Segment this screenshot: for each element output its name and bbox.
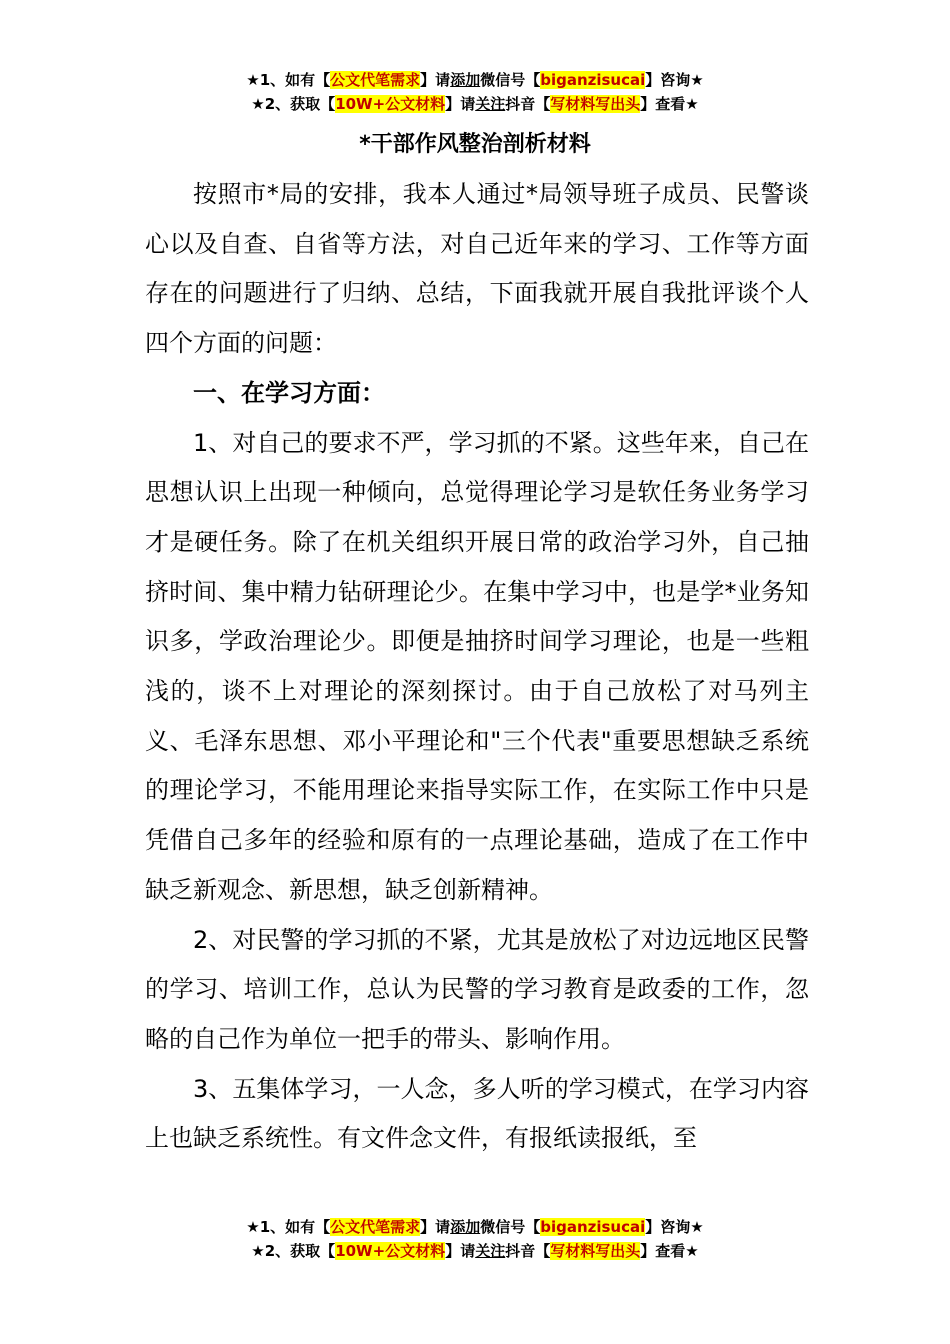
banner-text: ★2、获取【 <box>251 95 336 113</box>
paragraph-3: 3、五集体学习，一人念，多人听的学习模式，在学习内容上也缺乏系统性。有文件念文件，有报纸读报纸，至 <box>145 1074 809 1153</box>
section-heading: 一、在学习方面： <box>193 378 385 407</box>
banner-text: 】查看★ <box>640 95 699 113</box>
banner-text: 】咨询★ <box>645 71 704 89</box>
banner-highlight: biganzisucai <box>540 1218 646 1236</box>
banner-text: ★2、获取【 <box>251 1242 336 1260</box>
intro-paragraph: 按照市*局的安排，我本人通过*局领导班子成员、民警谈心以及自查、自省等方法，对自己近年来的学习、工作等方面存在的问题进行了归纳、总结，下面我就开展自我批评谈个人四个方面的问题： <box>145 180 809 358</box>
banner-line-2 <box>0 1239 950 1263</box>
banner-underline: 添加 <box>450 71 481 89</box>
banner-text: 微信号【 <box>480 1218 541 1236</box>
banner-highlight: 公文代笔需求 <box>330 1218 421 1236</box>
banner-text: 】请 <box>420 1218 451 1236</box>
banner-text: 】请 <box>445 1242 476 1260</box>
paragraph-2: 2、对民警的学习抓的不紧，尤其是放松了对边远地区民警的学习、培训工作，总认为民警的学习教育是政委的工作，忽略的自己作为单位一把手的带头、影响作用。 <box>145 925 809 1053</box>
banner-line-2 <box>0 92 950 116</box>
banner-underline: 关注 <box>475 95 506 113</box>
banner-text: 】请 <box>420 71 451 89</box>
banner-line-1 <box>0 1215 950 1239</box>
banner-line-1 <box>0 68 950 92</box>
banner-underline: 添加 <box>450 1218 481 1236</box>
document-title: *干部作风整治剖析材料 <box>359 132 591 157</box>
banner-text: 】咨询★ <box>645 1218 704 1236</box>
banner-highlight: 10W+公文材料 <box>335 1242 446 1260</box>
banner-text: 微信号【 <box>480 71 541 89</box>
footer-banner <box>0 1215 950 1263</box>
banner-text: ★1、如有【 <box>246 71 331 89</box>
banner-highlight: 10W+公文材料 <box>335 95 446 113</box>
banner-highlight: 公文代笔需求 <box>330 71 421 89</box>
banner-highlight: 写材料写出头 <box>550 1242 641 1260</box>
document-body <box>145 170 809 1164</box>
banner-highlight: 写材料写出头 <box>550 95 641 113</box>
paragraph-1: 1、对自己的要求不严，学习抓的不紧。这些年来，自己在思想认识上出现一种倾向，总觉得理论学习是软任务业务学习才是硬任务。除了在机关组织开展日常的政治学习外，自己抽挤时间、集中精力钻研理论少。在集中学习中，也是学*业务知识多，学政治理论少。即便是抽挤时间学习理论，也是一些粗浅的，谈不上对理论的深刻探讨。由于自己放松了对马列主义、毛泽东思想、邓小平理论和"三个代表"重要思想缺乏系统的理论学习，不能用理论来指导实际工作，在实际工作中只是凭借自己多年的经验和原有的一点理论基础，造成了在工作中缺乏新观念、新思想，缺乏创新精神。 <box>145 428 809 904</box>
banner-highlight: biganzisucai <box>540 71 646 89</box>
banner-text: 抖音【 <box>505 1242 551 1260</box>
banner-text: ★1、如有【 <box>246 1218 331 1236</box>
banner-text: 抖音【 <box>505 95 551 113</box>
header-banner <box>0 68 950 116</box>
banner-text: 】请 <box>445 95 476 113</box>
banner-underline: 关注 <box>475 1242 506 1260</box>
banner-text: 】查看★ <box>640 1242 699 1260</box>
